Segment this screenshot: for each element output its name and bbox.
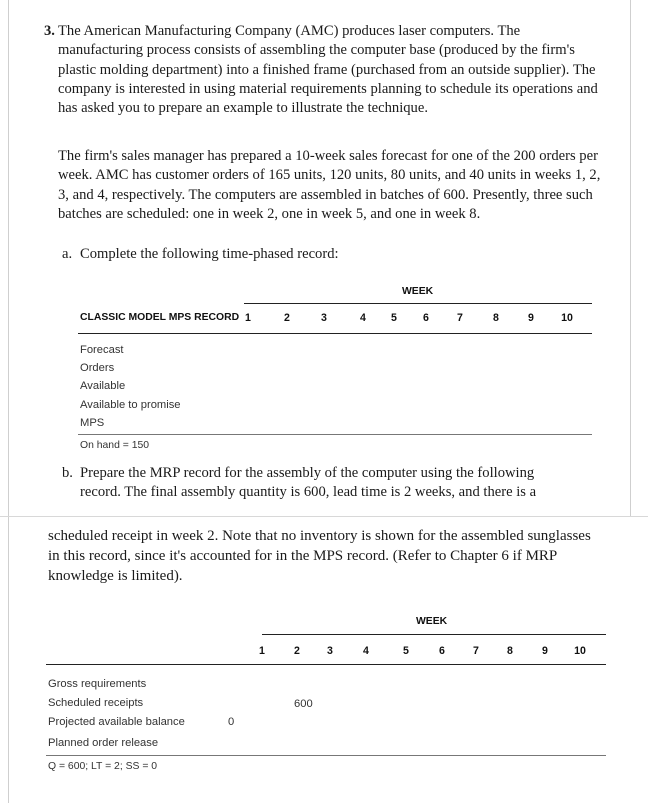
page-left-edge-2 <box>8 517 9 803</box>
mps-week-8: 8 <box>493 312 499 324</box>
mrp-header-rule <box>46 664 606 665</box>
page-left-edge <box>8 0 9 516</box>
mps-row-available: Available <box>80 380 126 392</box>
page-right-edge <box>630 0 631 516</box>
mps-footer-rule <box>78 434 592 435</box>
mrp-week-10: 10 <box>574 645 586 657</box>
mrp-initial-balance: 0 <box>228 716 235 728</box>
mps-week-2: 2 <box>284 312 290 324</box>
mps-week-4: 4 <box>360 312 366 324</box>
mrp-footer-rule <box>46 755 606 756</box>
mrp-week-1: 1 <box>259 645 265 657</box>
mrp-week-5: 5 <box>403 645 409 657</box>
problem-intro: The American Manufacturing Company (AMC) produces laser computers. The manufacturing process consists of assembling the computer base (produced by the firm's plastic molding department) into a finished frame (purchased from an outside supplier). The company is interested in using material requirements planning to schedule its operations and has asked you to prepare an example to illustrate the technique. <box>58 23 598 117</box>
mrp-row-gross-requirements: Gross requirements <box>48 678 147 690</box>
mrp-week-9: 9 <box>542 645 548 657</box>
mrp-scheduled-receipt-week2: 600 <box>294 698 313 710</box>
mps-row-forecast: Forecast <box>80 344 124 356</box>
part-a-text: Complete the following time-phased record: <box>80 246 339 262</box>
forecast-paragraph: The firm's sales manager has prepared a 10-week sales forecast for one of the 200 orders per week. AMC has customer orders of 165 units, 120 units, 80 units, and 40 units in weeks 1, 2, 3, and 4, respectively. The computers are assembled in batches of 600. Presently, three such batches are scheduled: one in week 2, one in week 5, and one in week 8. <box>58 148 601 222</box>
mrp-week-6: 6 <box>439 645 445 657</box>
mrp-week-8: 8 <box>507 645 513 657</box>
mps-week-10: 10 <box>561 312 573 324</box>
mps-on-hand: On hand = 150 <box>80 440 150 451</box>
part-a-letter: a. <box>62 246 73 262</box>
mps-week-9: 9 <box>528 312 534 324</box>
mps-week-rule <box>244 303 592 304</box>
mps-row-mps: MPS <box>80 417 105 429</box>
mrp-row-planned-order-release: Planned order release <box>48 737 159 749</box>
mrp-week-3: 3 <box>327 645 333 657</box>
problem-number: 3. <box>44 23 55 39</box>
mrp-week-7: 7 <box>473 645 479 657</box>
mrp-week-label: WEEK <box>416 616 448 627</box>
mps-week-1: 1 <box>245 312 251 324</box>
mrp-week-2: 2 <box>294 645 300 657</box>
mps-week-5: 5 <box>391 312 397 324</box>
mrp-week-4: 4 <box>363 645 369 657</box>
mps-record-title: CLASSIC MODEL MPS RECORD <box>80 312 240 323</box>
continuation-paragraph: scheduled receipt in week 2. Note that no inventory is shown for the assembled sunglasses in this record, since it's accounted for in the MPS record. (Refer to Chapter 6 if MRP knowledge is limited). <box>48 528 591 584</box>
mrp-row-projected-balance: Projected available balance <box>48 716 185 728</box>
mps-week-7: 7 <box>457 312 463 324</box>
mps-row-orders: Orders <box>80 362 115 374</box>
part-b-text-line1: Prepare the MRP record for the assembly of the computer using the following <box>80 465 535 481</box>
mrp-parameters: Q = 600; LT = 2; SS = 0 <box>48 761 158 772</box>
mps-week-label: WEEK <box>402 286 434 297</box>
mrp-week-rule <box>262 634 606 635</box>
mrp-row-scheduled-receipts: Scheduled receipts <box>48 697 144 709</box>
mps-header-rule <box>78 333 592 334</box>
page-panel-bottom <box>0 517 648 803</box>
mps-week-3: 3 <box>321 312 327 324</box>
mps-week-6: 6 <box>423 312 429 324</box>
part-b-text-line2: record. The final assembly quantity is 600, lead time is 2 weeks, and there is a <box>80 484 537 500</box>
part-b-letter: b. <box>62 465 73 481</box>
mps-row-atp: Available to promise <box>80 399 181 411</box>
